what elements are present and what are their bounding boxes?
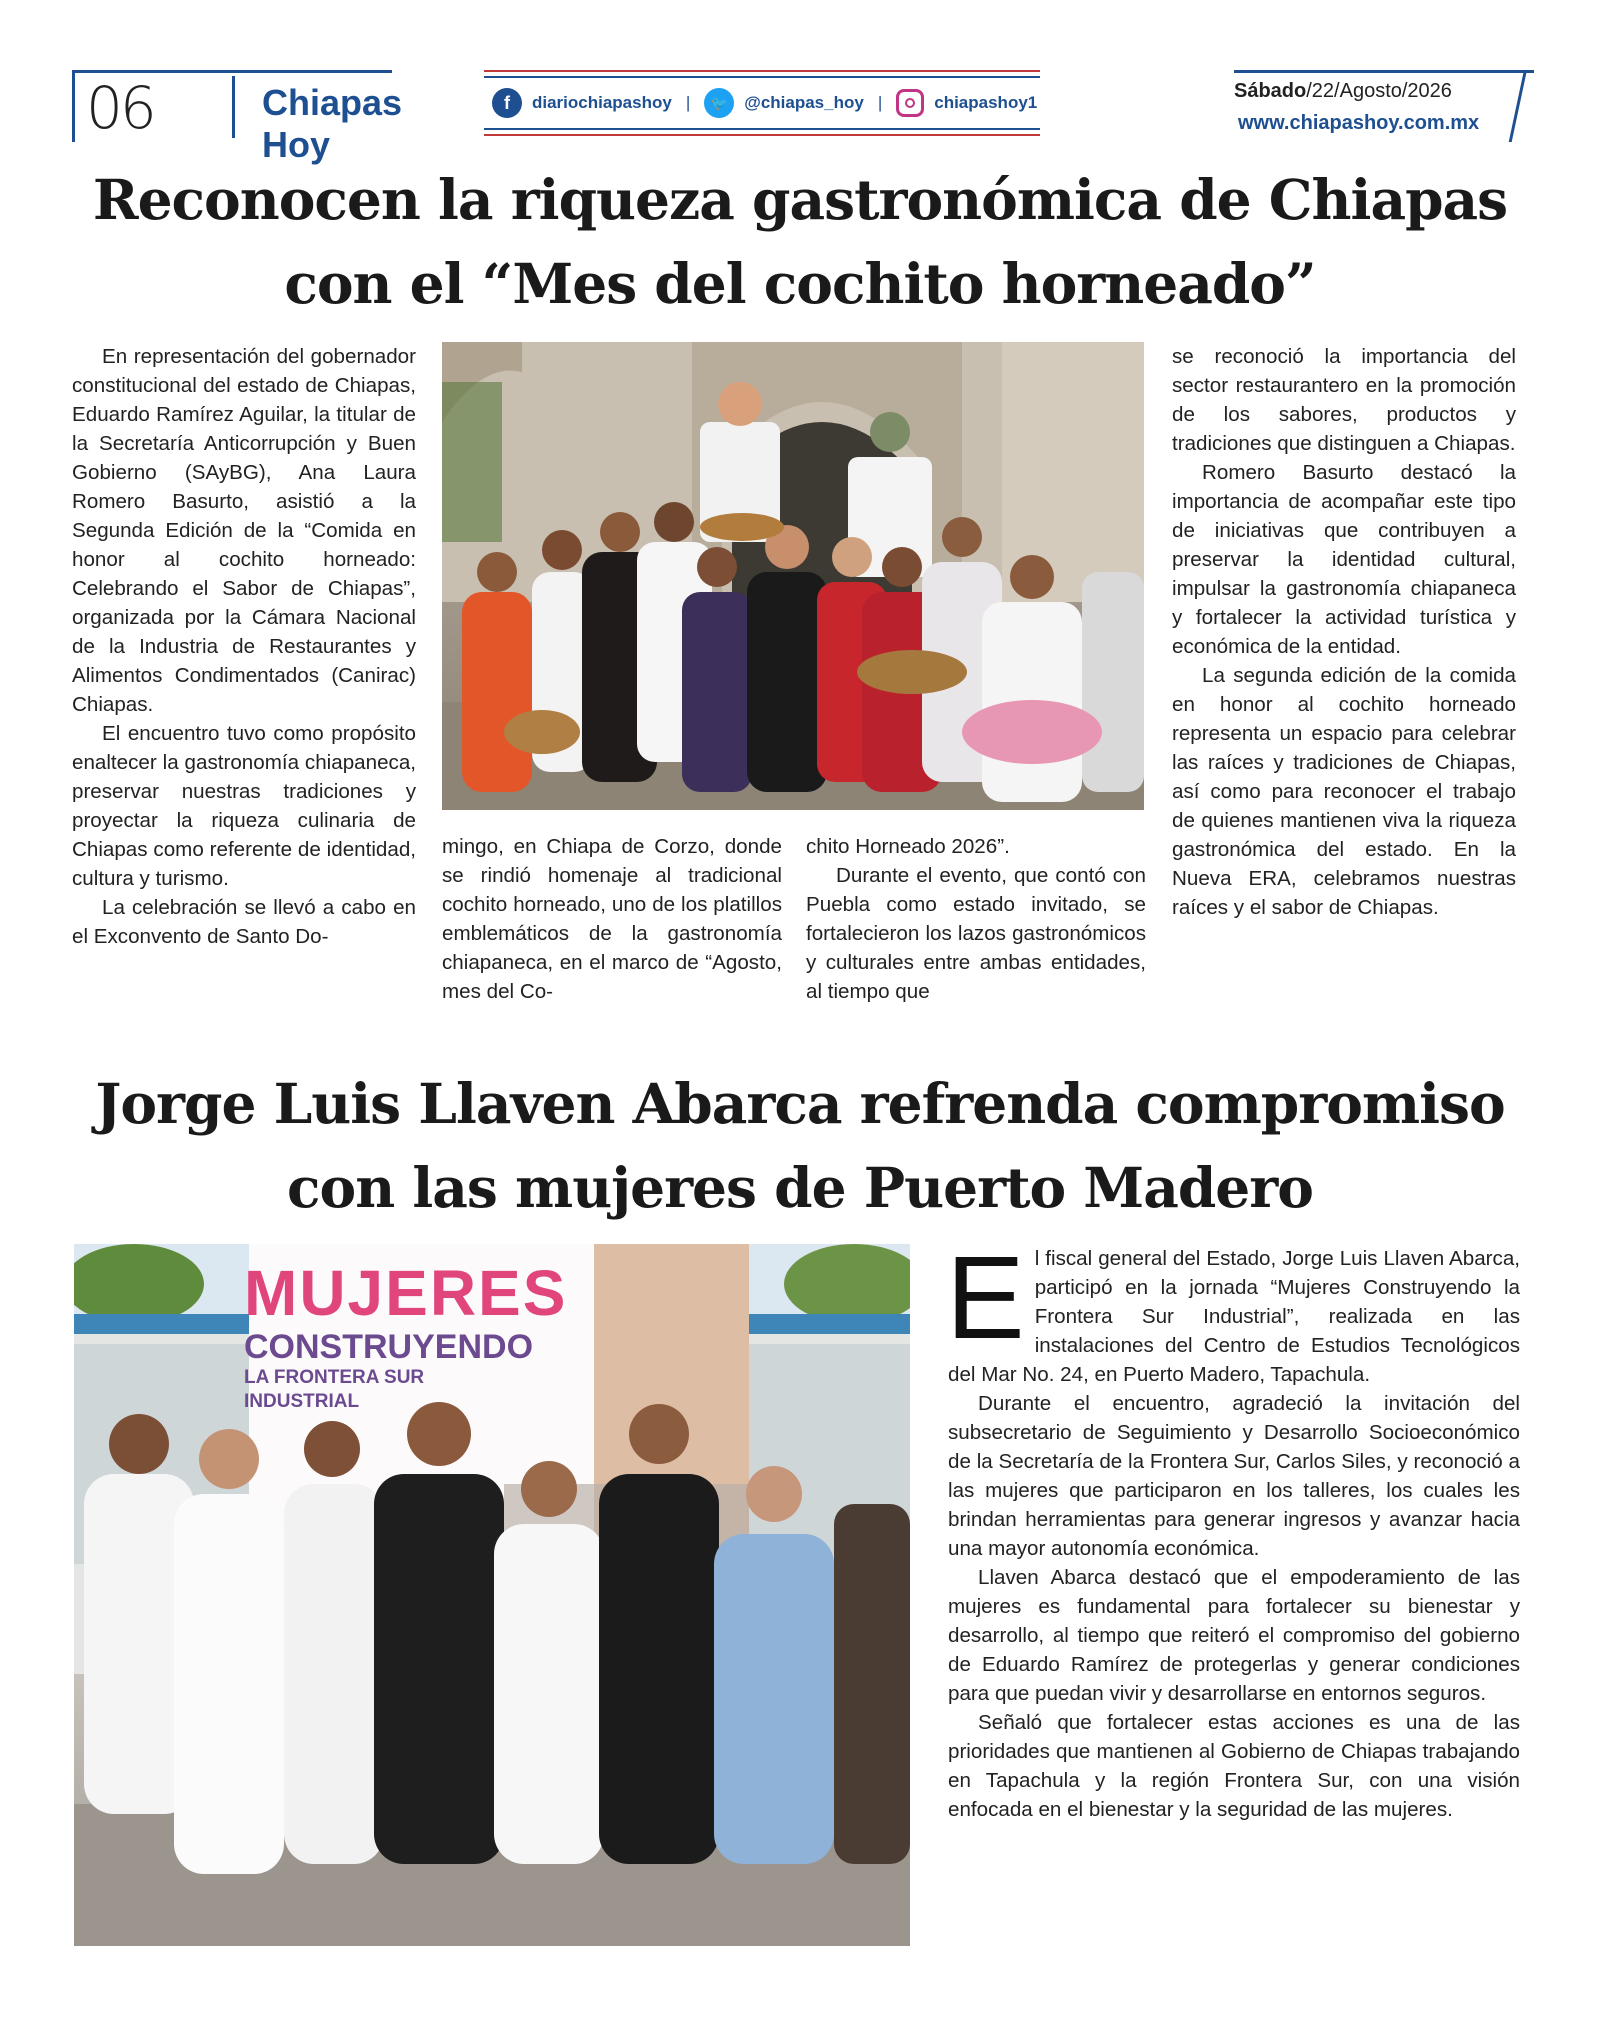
- social-rule-top: [484, 70, 1040, 72]
- instagram-icon: [896, 89, 924, 117]
- article2-photo: [74, 1244, 910, 1946]
- group-photo-illustration: [442, 342, 1144, 810]
- website-url[interactable]: www.chiapashoy.com.mx: [1238, 112, 1480, 134]
- headline-line: con el “Mes del cochito horneado”: [284, 251, 1316, 316]
- page-header-left: [72, 70, 403, 165]
- issue-date-rest: /22/Agosto/2026: [1306, 80, 1452, 102]
- paragraph: mingo, en Chiapa de Corzo, donde se rindió homenaje al tradicional cochito horneado, uno de los platillos emblemáticos de la gastronomía chiapaneca, en el marco de “Agosto, mes del Co-: [442, 835, 782, 1003]
- social-rule-top: [484, 76, 1040, 78]
- instagram-handle[interactable]: chiapashoy1: [934, 93, 1038, 112]
- banner-subtitle: CONSTRUYENDO: [244, 1328, 534, 1366]
- paragraph-text: l fiscal general del Estado, Jorge Luis Llaven Abarca, participó en la jornada “Mujeres Construyendo la Frontera Sur Industrial”, realizada en las instalaciones del Centro de Estudios Tecnológicos del Mar No. 24, en Puerto Madero, Tapachula.: [948, 1247, 1520, 1386]
- article1-column-4: [1172, 342, 1516, 922]
- article1-column-3: [806, 832, 1146, 1006]
- header-rule: [1234, 70, 1534, 73]
- issue-day: Sábado: [1234, 80, 1307, 102]
- headline-line: Reconocen la riqueza gastronómica de Chiapas: [92, 167, 1508, 232]
- social-separator: |: [685, 93, 691, 112]
- facebook-icon: f: [492, 88, 522, 118]
- paragraph: se reconoció la importancia del sector restaurantero en la promoción de los sabores, productos y tradiciones que distinguen a Chiapas.: [1172, 345, 1516, 455]
- drop-cap: E: [946, 1232, 1025, 1364]
- event-banner: [244, 1257, 568, 1414]
- paragraph: Durante el evento, que contó con Puebla como estado invitado, se fortalecieron los lazos gastronómicos y culturales entre ambas entidades, al tiempo que: [806, 864, 1146, 1003]
- article1-photo: [442, 342, 1144, 810]
- article2-headline: [40, 1062, 1560, 1230]
- article1-column-1: [72, 342, 416, 951]
- paragraph: [946, 1232, 1520, 1389]
- page-header-right: [1234, 70, 1540, 142]
- header-rule: [72, 70, 75, 142]
- header-divider: [232, 76, 235, 138]
- paragraph: En representación del gobernador constitucional del estado de Chiapas, Eduardo Ramírez Aguilar, la titular de la Secretaría Anticorrupción y Buen Gobierno (SAyBG), Ana Laura Romero Basurto, asistió a la Segunda Edición de la “Comida en honor al cochito horneado: Celebrando el Sabor de Chiapas”, organizada por la Cámara Nacional de la Industria de Restaurantes y Alimentos Condimentados (Canirac) Chiapas.: [72, 345, 416, 716]
- banner-title: MUJERES: [244, 1257, 568, 1329]
- header-rule: [1509, 70, 1527, 142]
- article2-body: [946, 1232, 1520, 1824]
- social-separator: |: [877, 93, 883, 112]
- paragraph: Durante el encuentro, agradeció la invitación del subsecretario de Seguimiento y Desarrollo Socioeconómico de la Secretaría de la Frontera Sur, Carlos Siles, y reconoció a las mujeres que participaron en los talleres, los cuales les brindan herramientas para generar ingresos y avanzar hacia una mayor autonomía económica.: [948, 1392, 1520, 1560]
- paragraph: El encuentro tuvo como propósito enaltecer la gastronomía chiapaneca, preservar nuestras tradiciones y proyectar la riqueza culinaria de Chiapas como referente de identidad, cultura y turismo.: [72, 722, 416, 890]
- social-rule-bottom: [484, 134, 1040, 136]
- paragraph: La segunda edición de la comida en honor al cochito horneado representa un espacio para celebrar las raíces y tradiciones de Chiapas, así como para reconocer el trabajo de quienes mantienen viva la riqueza gastronómica del estado. En la Nueva ERA, celebramos nuestras raíces y el sabor de Chiapas.: [1172, 664, 1516, 919]
- headline-line: Jorge Luis Llaven Abarca refrenda compromiso: [95, 1071, 1505, 1136]
- paragraph: chito Horneado 2026”.: [806, 835, 1010, 858]
- headline-line: con las mujeres de Puerto Madero: [287, 1155, 1313, 1220]
- issue-date: [1234, 80, 1452, 103]
- section-name: Chiapas Hoy: [262, 82, 403, 165]
- article1-headline: [40, 158, 1560, 326]
- social-rule-bottom: [484, 128, 1040, 130]
- twitter-handle[interactable]: @chiapas_hoy: [744, 93, 864, 112]
- paragraph: Llaven Abarca destacó que el empoderamiento de las mujeres es fundamental para fortalecer su bienestar y desarrollo, al tiempo que reiteró el compromiso del gobierno de Eduardo Ramírez de protegerlas y generar condiciones para que puedan vivir y desarrollarse en entornos seguros.: [948, 1566, 1520, 1705]
- paragraph: Romero Basurto destacó la importancia de acompañar este tipo de iniciativas que contribuyen a preservar la identidad cultural, impulsar la gastronomía chiapaneca y fortalecer la actividad turística y económica de la entidad.: [1172, 461, 1516, 658]
- paragraph: Señaló que fortalecer estas acciones es una de las prioridades que mantienen al Gobierno de Chiapas trabajando en Tapachula y la región Frontera Sur, con una visión enfocada en el bienestar y la seguridad de las mujeres.: [948, 1711, 1520, 1821]
- twitter-icon: 🐦: [704, 88, 734, 118]
- paragraph: La celebración se llevó a cabo en el Exconvento de Santo Do-: [72, 896, 416, 948]
- header-rule: [72, 70, 392, 73]
- social-media-bar: [484, 70, 1040, 136]
- article1-column-2: [442, 832, 782, 1006]
- banner-subtitle: LA FRONTERA SUR INDUSTRIAL: [244, 1367, 425, 1412]
- page-number: 06: [86, 74, 154, 142]
- facebook-handle[interactable]: diariochiapashoy: [532, 93, 672, 112]
